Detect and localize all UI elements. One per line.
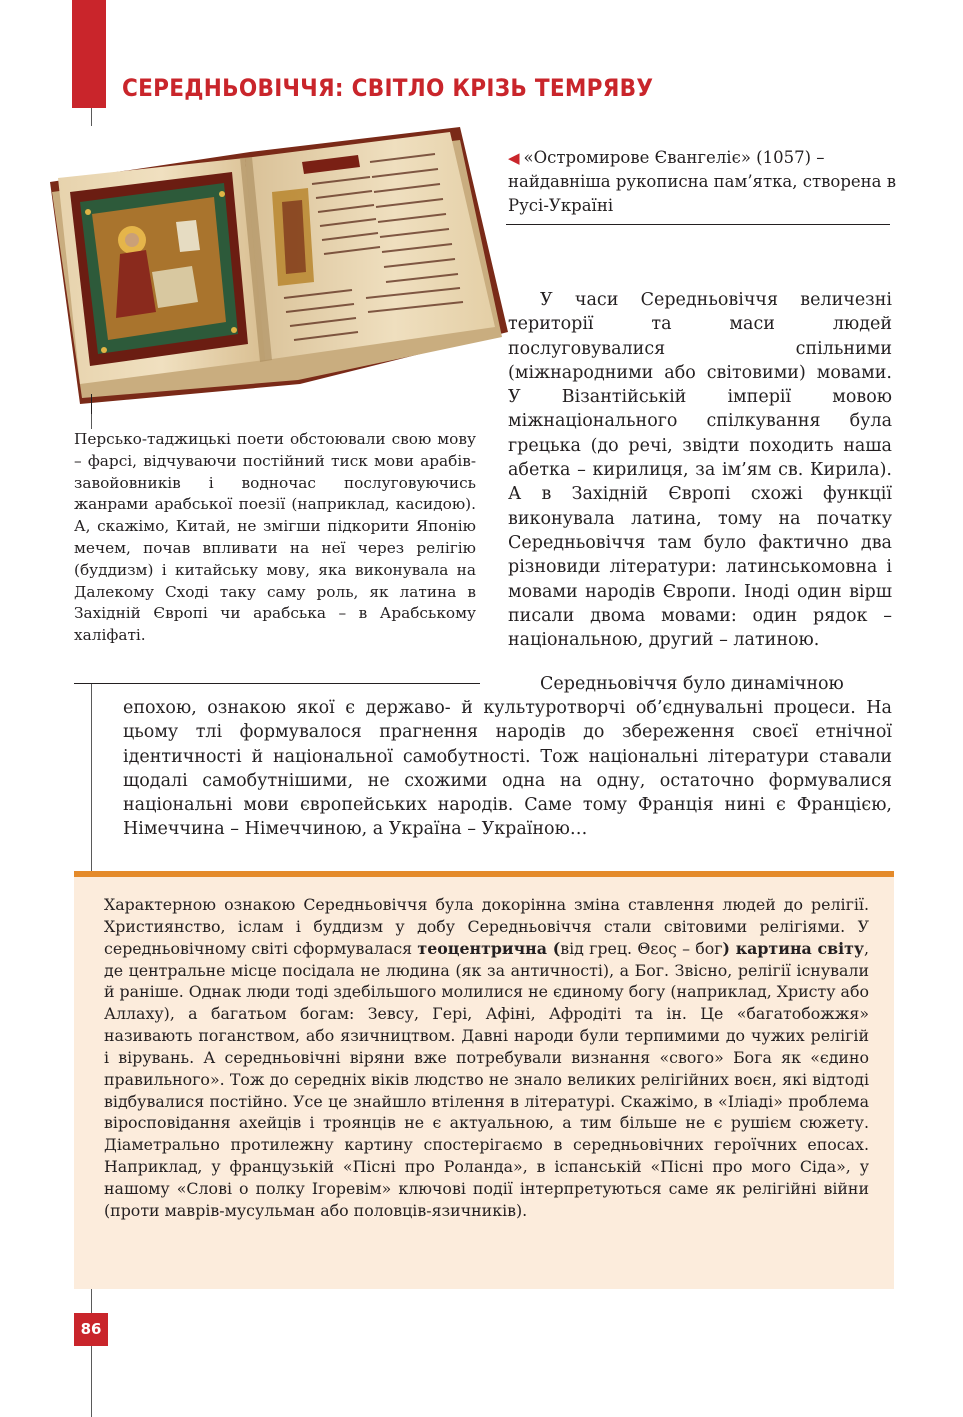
main-text-column <box>508 288 892 652</box>
sidebar-divider <box>74 683 480 684</box>
image-caption <box>508 146 898 218</box>
sidebar-tick <box>91 394 92 414</box>
sidebar-note-text: Персько-таджицькі поети обстоювали свою мову – фарсі, відчуваючи постійний тиск мови арабів-завойовників і водночас послуговуючись жанрами арабської поезії (наприклад, касидою). А, скажімо, Китай, не змігши підкорити Японію мечем, почав впливати на неї через релігію (буддизм) і китайську мову, яка виконувала на Далекому Сході таку саму роль, як латина в Західній Європі чи арабська – в Арабському халіфаті. <box>74 430 476 645</box>
box-text-part-1: Характерною ознакою Середньовіччя була докорінна зміна ставлення людей до релігії. Християнство, іслам і буддизм у добу Середньовіччя стали світовими релігіями. У середньовічному світі сформувалася <box>104 895 869 958</box>
main-paragraph-2-start: Середньовіччя було динамічною <box>540 674 844 694</box>
sidebar-note <box>74 429 476 647</box>
box-text-part-3: , де центральне місце посідала не людина (як за античності), а Бог. Звісно, релігії існували й раніше. Однак люди тоді здебільшого молилися не єдиному богу (наприклад, Христу або Аллаху), а багатьом богам: Зевсу, Гері, Афіні, Афродіті та ін. Це «багатобожжя» називають поганством, або язичництвом. Давні народи були терпимими до чужих релігій і вірувань. А середньовічні віряни вже потребували визнання «свого» Бога як «єдино правильного». Тож до середніх віків людство не знало великих релігійних воєн, які відтоді відбувалися постійно. Усе це знайшло втілення в літературі. Скажімо, в «Іліаді» проблема віросповідання ахейців і троянців не є актуальною, а тим більше не є рушієм сюжету. Діаметрально протилежну картину спостерігаємо в середньовічних героїчних епосах. Наприклад, у французькій «Пісні про Роланда», в іспанській «Пісні про мого Сіда», у нашому «Слові о полку Ігоревім» ключові події інтерпретуються саме як релігійні війни (проти маврів-мусульман або половців-язичників). <box>104 938 870 1220</box>
caption-text: «Остромирове Євангеліє» (1057) – найдавніша рукописна пам’ятка, створена в Русі-Україні <box>508 148 897 215</box>
margin-line-bottom <box>91 1289 92 1313</box>
page-title: СЕРЕДНЬОВІЧЧЯ: СВІТЛО КРІЗЬ ТЕМРЯВУ <box>122 74 654 102</box>
margin-line-mid <box>91 414 92 429</box>
chapter-tab <box>72 0 106 108</box>
main-paragraph-1: У часи Середньовіччя величезні території та маси людей послуговувалися спільними (міжнародними або світовими) мовами. У Візантійській імперії мовою міжнаціонального спілкування була грецька (до речі, звідти походить наша абетка – кирилиця, за ім’ям св. Кирила). А в Західній Європі схожі функції виконувала латина, тому на початку Середньовіччя там було фактично два різновиди літератури: латинськомовна і мовами народів Європи. Іноді один вірш писали двома мовами: один рядок – національною, другий – латиною. <box>508 290 892 651</box>
caption-arrow-icon: ◀ <box>508 149 520 167</box>
highlight-box-text <box>104 894 869 1222</box>
caption-divider <box>506 224 890 225</box>
margin-line-lower <box>91 684 92 871</box>
margin-line-end <box>91 1346 92 1417</box>
box-text-etymology: від грец. Θεος – бог <box>560 938 723 958</box>
page-number: 86 <box>74 1313 108 1346</box>
manuscript-book-illustration <box>40 122 510 404</box>
term-worldview: ) картина світу <box>722 938 864 958</box>
main-paragraph-2: епохою, ознакою якої є державо- й культуротворчі об’єднувальні процеси. На цьому тлі формувалося прагнення народів до збереження своєї етнічної ідентичності й національної самобутності. Тож національні літератури ставали щодалі самобутнішими, не схожими одна на одну, остаточно формувалися національні мови європейських народів. Саме тому Франція нині є Францією, Німеччина – Німеччиною, а Україна – Україною… <box>123 698 892 840</box>
term-theocentric: теоцентрична ( <box>417 938 561 958</box>
